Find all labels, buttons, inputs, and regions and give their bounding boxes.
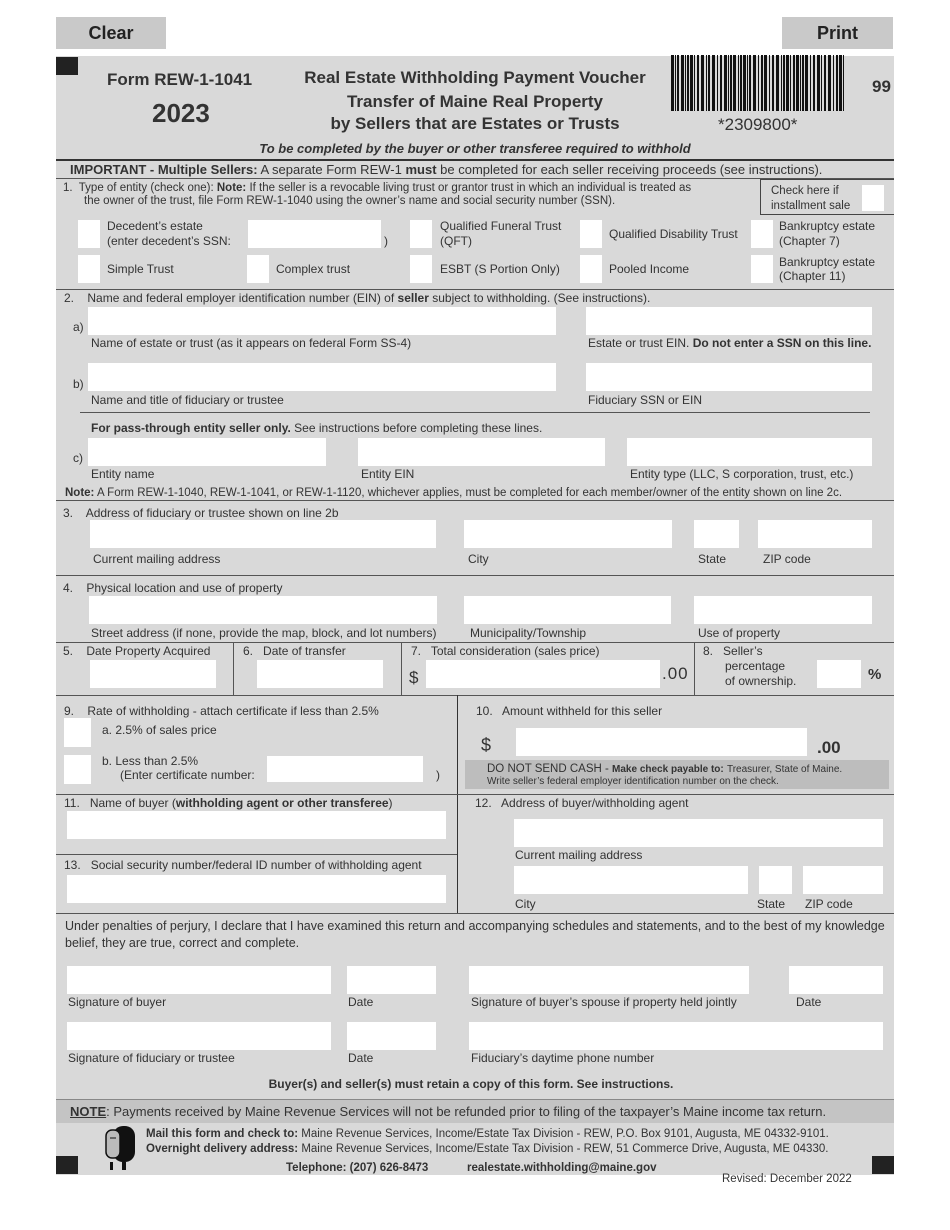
barcode-bar [790,55,791,111]
simple-trust-checkbox[interactable] [78,255,100,283]
sales-price-field[interactable] [426,660,660,688]
registration-mark [56,1156,78,1174]
entity-name-field[interactable] [88,438,326,466]
barcode-bar [694,55,695,111]
spouse-date-field[interactable] [789,966,883,994]
mailbox-icon [104,1124,136,1170]
buyer-address-field[interactable] [514,819,883,847]
barcode-bar [733,55,736,111]
barcode [669,55,849,113]
form-id: Form REW-1-1041 [107,70,253,89]
barcode-bar [781,55,782,111]
line1-note-2: the owner of the trust, file Form REW-1-1040 using the owner’s name and social security number (SSN). [84,195,616,207]
barcode-bar [813,55,815,111]
refund-note: NOTE: Payments received by Maine Revenue Services will not be refunded prior to filing of the taxpayer’s Maine income tax return. [70,1104,827,1119]
perjury-statement: Under penalties of perjury, I declare that I have examined this return and accompanying schedules and statements, and to the best of my knowledge [65,919,885,933]
barcode-bar [671,55,674,111]
buyer-name-field[interactable] [67,811,446,839]
barcode-bar [824,55,826,111]
line2-label: 2. Name and federal employer identification number (EIN) of seller subject to withholding. (See instructions). [64,291,651,305]
date-acquired-field[interactable] [90,660,216,688]
barcode-bar [681,55,684,111]
barcode-bar [836,55,838,111]
disability-trust-checkbox[interactable] [580,220,602,248]
barcode-bar [828,55,831,111]
revision-date: Revised: December 2022 [722,1173,852,1185]
form-title-1: Real Estate Withholding Payment Voucher [304,68,646,87]
property-use-field[interactable] [694,596,872,624]
barcode-bar [786,55,789,111]
barcode-bar [687,55,689,111]
estate-name-field[interactable] [88,307,556,335]
barcode-bar [802,55,804,111]
fiduciary-city-field[interactable] [464,520,672,548]
barcode-bar [800,55,801,111]
registration-mark [872,1156,894,1174]
complex-trust-checkbox[interactable] [247,255,269,283]
barcode-bar [685,55,686,111]
barcode-bar [708,55,710,111]
subtitle: To be completed by the buyer or other transferee required to withhold [259,141,691,156]
barcode-bar [743,55,746,111]
buyer-zip-field[interactable] [803,866,883,894]
barcode-bar [839,55,842,111]
installment-label: Check here if [771,185,839,197]
barcode-bar [793,55,795,111]
barcode-bar [690,55,693,111]
buyer-date-field[interactable] [347,966,436,994]
rate-reduced-checkbox[interactable] [64,755,91,784]
withholding-agent-id-field[interactable] [67,875,446,903]
form-title-3: by Sellers that are Estates or Trusts [330,114,620,133]
fiduciary-state-field[interactable] [694,520,739,548]
registration-mark [56,57,78,75]
barcode-bar [805,55,808,111]
barcode-bar [712,55,715,111]
email-address[interactable]: realestate.withholding@maine.gov [467,1162,657,1174]
entity-type-field[interactable] [627,438,872,466]
barcode-bar [821,55,822,111]
installment-label-2: installment sale [771,200,851,212]
barcode-bar [776,55,779,111]
spouse-signature-field[interactable] [469,966,749,994]
buyer-signature-field[interactable] [67,966,331,994]
barcode-bar [717,55,718,111]
qft-checkbox[interactable] [410,220,432,248]
estate-ein-field[interactable] [586,307,872,335]
barcode-bar [740,55,742,111]
barcode-bar [833,55,834,111]
bankruptcy-ch11-checkbox[interactable] [751,255,773,283]
form-year: 2023 [152,98,210,128]
certificate-number-field[interactable] [267,756,423,782]
barcode-bar [724,55,727,111]
fiduciary-address-field[interactable] [90,520,436,548]
print-button[interactable]: Print [782,17,893,49]
ownership-percentage-field[interactable] [817,660,861,688]
fiduciary-date-field[interactable] [347,1022,436,1050]
buyer-city-field[interactable] [514,866,748,894]
pooled-income-checkbox[interactable] [580,255,602,283]
barcode-bar [769,55,770,111]
barcode-bar [772,55,774,111]
barcode-text: *2309800* [718,115,798,134]
barcode-bar [810,55,811,111]
barcode-bar [753,55,756,111]
barcode-bar [764,55,767,111]
barcode-bar [738,55,739,111]
date-transfer-field[interactable] [257,660,383,688]
bankruptcy-ch7-checkbox[interactable] [751,220,773,248]
phone-number: Telephone: (207) 626-8473 [286,1162,429,1174]
buyer-state-field[interactable] [759,866,792,894]
property-municipality-field[interactable] [464,596,671,624]
amount-withheld-field[interactable] [516,728,807,756]
page-code: 99 [872,77,891,96]
entity-ein-field[interactable] [358,438,605,466]
barcode-bar [758,55,759,111]
line1-label: 1. Type of entity (check one): Note: If the seller is a revocable living trust or grantor trust in which an individual is treated as [63,182,692,194]
barcode-bar [730,55,732,111]
property-street-field[interactable] [89,596,437,624]
fiduciary-phone-field[interactable] [469,1022,883,1050]
barcode-bar [706,55,707,111]
fiduciary-ssn-field[interactable] [586,363,872,391]
barcode-bar [675,55,676,111]
barcode-bar [749,55,751,111]
barcode-bar [796,55,799,111]
decedent-ssn-field[interactable] [248,220,381,248]
esbt-checkbox[interactable] [410,255,432,283]
barcode-bar [783,55,785,111]
barcode-bar [817,55,820,111]
retain-notice: Buyer(s) and seller(s) must retain a copy of this form. See instructions. [268,1077,674,1091]
barcode-bar [720,55,722,111]
barcode-bar [728,55,729,111]
fiduciary-name-field[interactable] [88,363,556,391]
cash-notice: DO NOT SEND CASH - Make check payable to: Treasurer, State of Maine. [487,763,843,775]
barcode-bar [761,55,763,111]
barcode-bar [747,55,748,111]
clear-button[interactable]: Clear [56,17,166,49]
barcode-bar [677,55,679,111]
barcode-bar [701,55,704,111]
fiduciary-signature-field[interactable] [67,1022,331,1050]
rate-full-checkbox[interactable] [64,718,91,747]
installment-checkbox[interactable] [862,185,884,211]
decedent-estate-checkbox[interactable] [78,220,100,248]
form-title-2: Transfer of Maine Real Property [346,92,604,111]
fiduciary-zip-field[interactable] [758,520,872,548]
barcode-bar [843,55,844,111]
barcode-bar [697,55,699,111]
important-notice: IMPORTANT - Multiple Sellers: A separate Form REW-1 must be completed for each seller receiving proceeds (see instructions). [70,162,823,177]
